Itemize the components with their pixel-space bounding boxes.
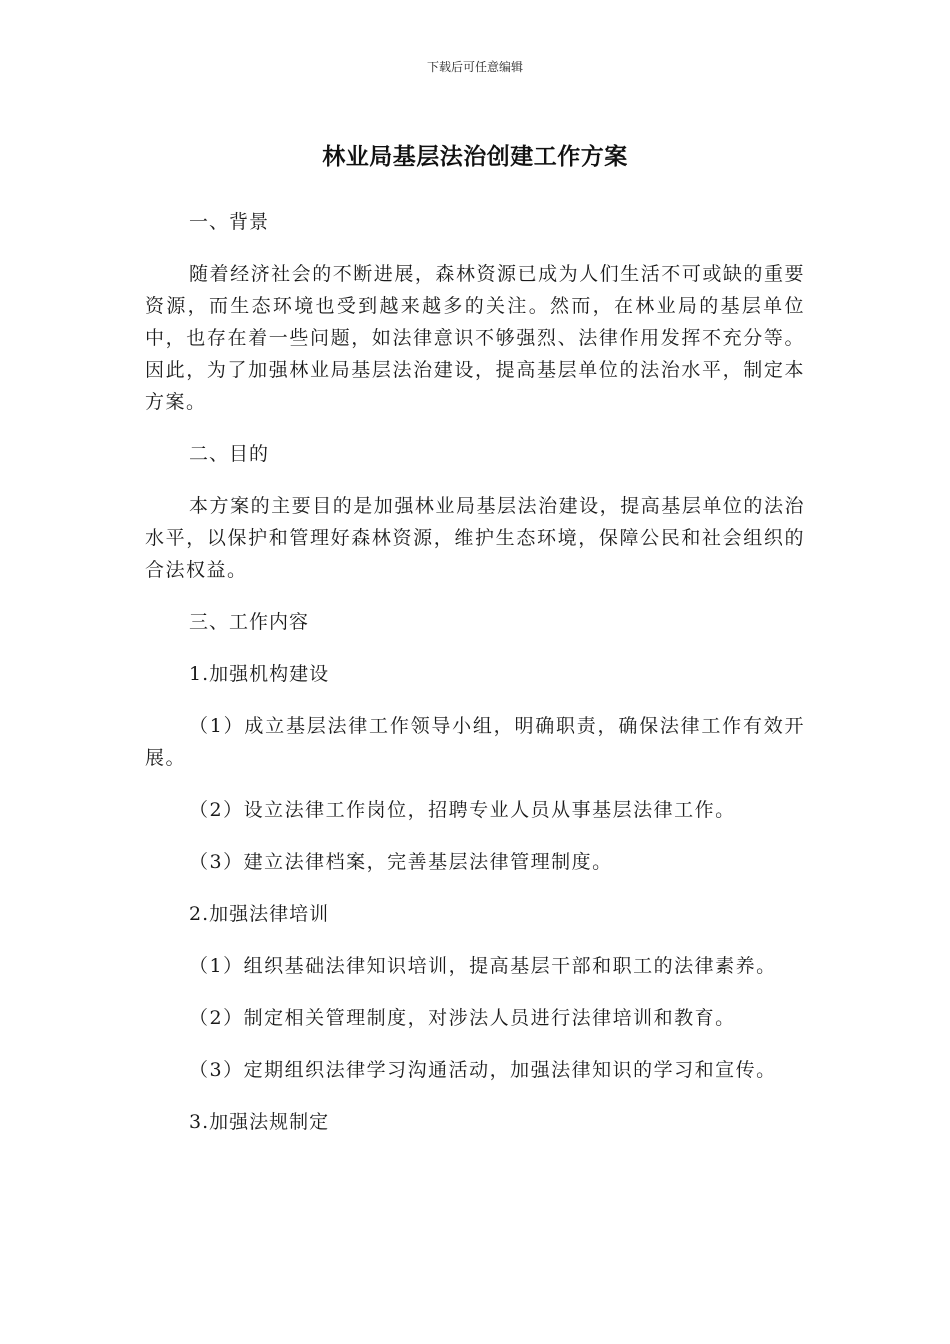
document-body [145, 206, 805, 1138]
purpose-paragraph: 本方案的主要目的是加强林业局基层法治建设，提高基层单位的法治水平，以保护和管理好森林资源，维护生态环境，保障公民和社会组织的合法权益。 [145, 495, 805, 581]
list-item: （3）定期组织法律学习沟通活动，加强法律知识的学习和宣传。 [189, 1059, 777, 1081]
background-paragraph: 随着经济社会的不断进展，森林资源已成为人们生活不可或缺的重要资源，而生态环境也受到越来越多的关注。然而，在林业局的基层单位中，也存在着一些问题，如法律意识不够强烈、法律作用发挥不充分等。因此，为了加强林业局基层法治建设，提高基层单位的法治水平，制定本方案。 [145, 263, 805, 413]
subheading-item-3: 3.加强法规制定 [189, 1111, 330, 1133]
section-heading-work: 三、工作内容 [189, 611, 310, 633]
list-item: （3）建立法律档案，完善基层法律管理制度。 [189, 851, 613, 873]
subheading-item-2: 2.加强法律培训 [189, 903, 330, 925]
list-item: （2）制定相关管理制度，对涉法人员进行法律培训和教育。 [189, 1007, 736, 1029]
document-title: 林业局基层法治创建工作方案 [322, 144, 628, 170]
header-note: 下载后可任意编辑 [426, 60, 523, 74]
list-item: （1）成立基层法律工作领导小组，明确职责，确保法律工作有效开展。 [145, 715, 805, 769]
section-heading-purpose: 二、目的 [189, 443, 270, 465]
subheading-item-1: 1.加强机构建设 [189, 663, 330, 685]
section-heading-background: 一、背景 [189, 211, 270, 233]
list-item: （2）设立法律工作岗位，招聘专业人员从事基层法律工作。 [189, 799, 736, 821]
list-item: （1）组织基础法律知识培训，提高基层干部和职工的法律素养。 [189, 955, 777, 977]
